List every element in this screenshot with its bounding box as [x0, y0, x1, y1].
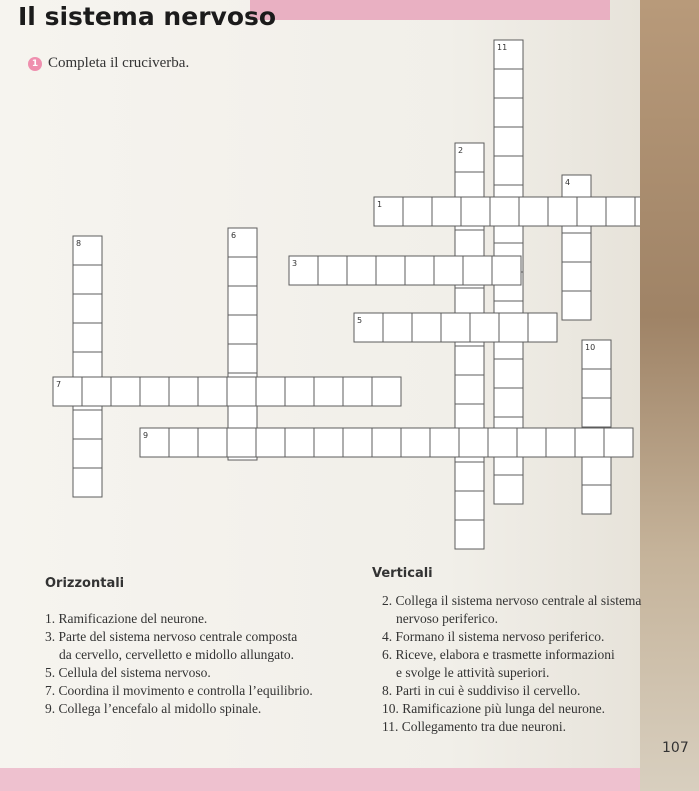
crossword-cell[interactable]: [582, 398, 611, 427]
crossword-cell[interactable]: [318, 256, 347, 285]
crossword-cell[interactable]: [314, 377, 343, 406]
clue-item: 10. Ramificazione più lunga del neurone.: [382, 701, 606, 716]
crossword-cell[interactable]: [494, 127, 523, 156]
crossword-clue-number: 8: [76, 239, 82, 248]
crossword-clue-number: 6: [231, 231, 237, 240]
crossword-clue-number: 7: [56, 380, 62, 389]
crossword-cell[interactable]: [73, 410, 102, 439]
crossword-cell[interactable]: [562, 233, 591, 262]
page-title: Il sistema nervoso: [18, 2, 277, 31]
vertical-clues: [382, 592, 641, 736]
crossword-cell[interactable]: [528, 313, 557, 342]
clue-item: 5. Cellula del sistema nervoso.: [45, 665, 211, 680]
crossword-cell[interactable]: [494, 98, 523, 127]
crossword-cell[interactable]: [343, 377, 372, 406]
crossword-cell[interactable]: [228, 344, 257, 373]
crossword-cell[interactable]: [372, 377, 401, 406]
clue-item: 2. Collega il sistema nervoso centrale al sistema: [382, 593, 642, 608]
crossword-cell[interactable]: [494, 359, 523, 388]
crossword-cell[interactable]: [455, 230, 484, 259]
background-table: [640, 0, 699, 791]
crossword-cell[interactable]: [455, 346, 484, 375]
clue-item: 4. Formano il sistema nervoso periferico.: [382, 629, 605, 644]
crossword-cell[interactable]: [169, 377, 198, 406]
instruction-text: Completa il cruciverba.: [48, 55, 190, 71]
crossword-cell[interactable]: [73, 468, 102, 497]
crossword-cell[interactable]: [73, 439, 102, 468]
crossword-cell[interactable]: [169, 428, 198, 457]
crossword-clue-number: 1: [377, 200, 383, 209]
vertical-heading: Verticali: [372, 566, 433, 581]
crossword-cell[interactable]: [285, 428, 314, 457]
crossword-cell[interactable]: [372, 428, 401, 457]
crossword-cell[interactable]: [517, 428, 546, 457]
clue-item: 8. Parti in cui è suddiviso il cervello.: [382, 683, 581, 698]
crossword-clue-number: 4: [565, 178, 571, 187]
crossword-cell[interactable]: [376, 256, 405, 285]
crossword-clue-number: 10: [585, 343, 596, 352]
crossword-cell[interactable]: [455, 491, 484, 520]
crossword-cell[interactable]: [401, 428, 430, 457]
page-number: 107: [662, 740, 689, 756]
crossword-cell[interactable]: [575, 428, 604, 457]
crossword-clue-number: 3: [292, 259, 298, 268]
crossword-cell[interactable]: [582, 485, 611, 514]
clue-item: nervoso periferico.: [396, 611, 498, 626]
crossword-cell[interactable]: [494, 156, 523, 185]
crossword-cell[interactable]: [463, 256, 492, 285]
crossword-cell[interactable]: [432, 197, 461, 226]
crossword-cell[interactable]: [441, 313, 470, 342]
crossword-cell[interactable]: [73, 323, 102, 352]
horizontal-heading: Orizzontali: [45, 576, 125, 591]
clue-item: 9. Collega l’encefalo al midollo spinale.: [45, 701, 262, 716]
crossword-cell[interactable]: [562, 262, 591, 291]
crossword-cell[interactable]: [314, 428, 343, 457]
crossword-cell[interactable]: [227, 377, 256, 406]
crossword-cell[interactable]: [403, 197, 432, 226]
crossword-cell[interactable]: [470, 313, 499, 342]
crossword-cell[interactable]: [405, 256, 434, 285]
clue-item: 7. Coordina il movimento e controlla l’equilibrio.: [45, 683, 313, 698]
crossword-cell[interactable]: [461, 197, 490, 226]
crossword-cell[interactable]: [490, 197, 519, 226]
clue-item: 1. Ramificazione del neurone.: [45, 611, 208, 626]
crossword-cell[interactable]: [492, 256, 521, 285]
clue-item: e svolge le attività superiori.: [396, 665, 550, 680]
crossword-clue-number: 5: [357, 316, 363, 325]
crossword-cell[interactable]: [383, 313, 412, 342]
footer-band: [0, 768, 640, 791]
crossword-cell[interactable]: [455, 462, 484, 491]
clue-item: 11. Collegamento tra due neuroni.: [382, 719, 566, 734]
crossword-cell[interactable]: [494, 388, 523, 417]
crossword-cell[interactable]: [562, 291, 591, 320]
crossword-cell[interactable]: [455, 375, 484, 404]
crossword-cell[interactable]: [343, 428, 372, 457]
crossword-cell[interactable]: [198, 377, 227, 406]
crossword-cell[interactable]: [494, 475, 523, 504]
crossword-cell[interactable]: [494, 69, 523, 98]
crossword-cell[interactable]: [73, 265, 102, 294]
crossword-cell[interactable]: [256, 377, 285, 406]
clue-item: da cervello, cervelletto e midollo allungato.: [59, 647, 295, 662]
crossword-cell[interactable]: [140, 377, 169, 406]
crossword-cell[interactable]: [499, 313, 528, 342]
crossword-cell[interactable]: [455, 520, 484, 549]
crossword-cell[interactable]: [604, 428, 633, 457]
crossword-cell[interactable]: [434, 256, 463, 285]
clue-item: 3. Parte del sistema nervoso centrale composta: [45, 629, 298, 644]
crossword-cell[interactable]: [546, 428, 575, 457]
crossword-cell[interactable]: [82, 377, 111, 406]
crossword-clue-number: 11: [497, 43, 508, 52]
clue-item: 6. Riceve, elabora e trasmette informazioni: [382, 647, 615, 662]
crossword-cell[interactable]: [635, 197, 640, 226]
horizontal-clues: [45, 610, 313, 718]
crossword-cell[interactable]: [459, 428, 488, 457]
crossword-cell[interactable]: [256, 428, 285, 457]
crossword-cell[interactable]: [285, 377, 314, 406]
crossword-clue-number: 2: [458, 146, 464, 155]
crossword-cell[interactable]: [347, 256, 376, 285]
crossword-cell[interactable]: [111, 377, 140, 406]
crossword-clue-number: 9: [143, 431, 149, 440]
crossword-cell[interactable]: [606, 197, 635, 226]
crossword-cell[interactable]: [582, 369, 611, 398]
crossword-cell[interactable]: [548, 197, 577, 226]
exercise-number-badge: 1: [28, 57, 42, 71]
crossword-cell[interactable]: [577, 197, 606, 226]
crossword-cell[interactable]: [430, 428, 459, 457]
crossword-cell[interactable]: [228, 257, 257, 286]
crossword-cell[interactable]: [227, 428, 256, 457]
crossword-cell[interactable]: [488, 428, 517, 457]
crossword-cell[interactable]: [228, 286, 257, 315]
crossword-cell[interactable]: [198, 428, 227, 457]
crossword-cell[interactable]: [73, 294, 102, 323]
crossword-cell[interactable]: [228, 315, 257, 344]
crossword-cell[interactable]: [412, 313, 441, 342]
crossword-cell[interactable]: [582, 456, 611, 485]
crossword-cell[interactable]: [519, 197, 548, 226]
